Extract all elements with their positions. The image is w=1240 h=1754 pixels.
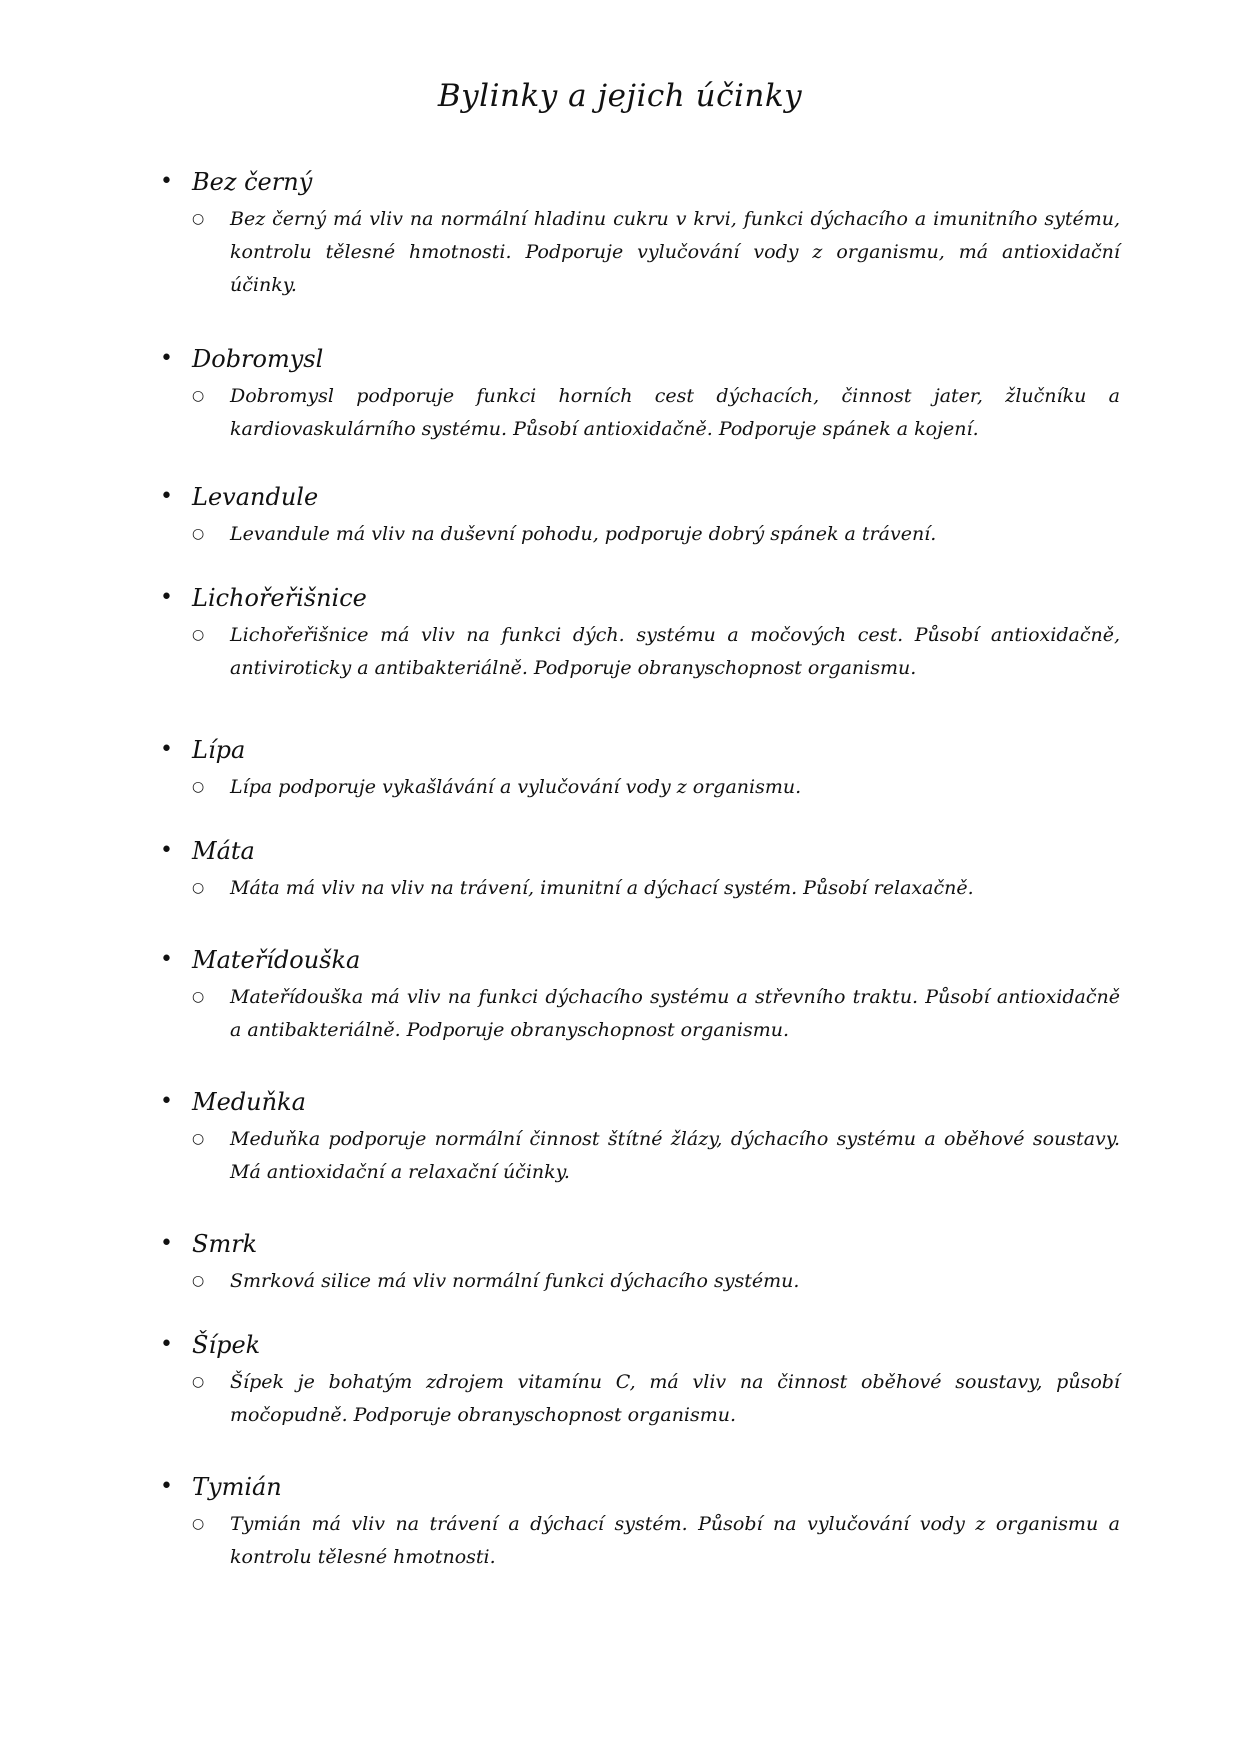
herb-item <box>0 1328 1240 1432</box>
herb-heading <box>160 581 1120 615</box>
herb-description-item <box>192 619 1120 685</box>
herb-description: Šípek je bohatým zdrojem vitamínu C, má vliv na činnost oběhové soustavy, působí močopudně. Podporuje obranyschopnost organismu. <box>230 1371 1120 1426</box>
herb-description-item <box>192 872 1120 905</box>
herb-description-item <box>192 1366 1120 1432</box>
herb-heading <box>160 1085 1120 1119</box>
bullet-icon: • <box>160 947 173 972</box>
herb-description-item <box>192 1123 1120 1189</box>
herb-description: Dobromysl podporuje funkci horních cest dýchacích, činnost jater, žlučníku a kardiovaskulárního systému. Působí antioxidačně. Podporuje spánek a kojení. <box>230 385 1120 440</box>
circle-bullet-icon: ○ <box>192 1273 205 1289</box>
herb-description-item <box>192 203 1120 302</box>
herb-description: Tymián má vliv na trávení a dýchací systém. Působí na vylučování vody z organismu a kontrolu tělesné hmotnosti. <box>230 1513 1120 1568</box>
herb-heading <box>160 943 1120 977</box>
bullet-icon: • <box>160 1231 173 1256</box>
bullet-icon: • <box>160 1089 173 1114</box>
herb-description: Lípa podporuje vykašlávání a vylučování vody z organismu. <box>230 776 802 798</box>
herb-name: Meduňka <box>192 1088 306 1116</box>
herb-item <box>0 943 1240 1047</box>
herb-item <box>0 733 1240 804</box>
herb-heading <box>160 342 1120 376</box>
herb-description-item <box>192 380 1120 446</box>
herb-heading <box>160 1470 1120 1504</box>
herb-description-item <box>192 1265 1120 1298</box>
herb-description: Bez černý má vliv na normální hladinu cukru v krvi, funkci dýchacího a imunitního sytému, kontrolu tělesné hmotnosti. Podporuje vylučování vody z organismu, má antioxidační účinky. <box>230 208 1120 296</box>
herb-name: Bez černý <box>192 168 313 196</box>
herb-name: Smrk <box>192 1230 258 1258</box>
herb-heading <box>160 733 1120 767</box>
herb-name: Tymián <box>192 1473 282 1501</box>
herb-heading <box>160 834 1120 868</box>
bullet-icon: • <box>160 737 173 762</box>
herb-name: Mateřídouška <box>192 946 361 974</box>
herb-item <box>0 1085 1240 1189</box>
bullet-icon: • <box>160 1332 173 1357</box>
herb-name: Lichořeřišnice <box>192 584 367 612</box>
herb-description-item <box>192 518 1120 551</box>
herb-item <box>0 480 1240 551</box>
circle-bullet-icon: ○ <box>192 1131 205 1147</box>
document-title: Bylinky a jejich účinky <box>437 78 803 114</box>
herb-heading <box>160 480 1120 514</box>
circle-bullet-icon: ○ <box>192 989 205 1005</box>
herb-heading <box>160 1227 1120 1261</box>
circle-bullet-icon: ○ <box>192 880 205 896</box>
herb-item <box>0 1227 1240 1298</box>
herb-description-item <box>192 771 1120 804</box>
herb-description: Mateřídouška má vliv na funkci dýchacího systému a střevního traktu. Působí antioxidačně a antibakteriálně. Podporuje obranyschopnost organismu. <box>230 986 1120 1041</box>
herb-heading <box>160 1328 1120 1362</box>
bullet-icon: • <box>160 169 173 194</box>
herb-description: Levandule má vliv na duševní pohodu, podporuje dobrý spánek a trávení. <box>230 523 937 545</box>
circle-bullet-icon: ○ <box>192 211 205 227</box>
herb-description: Máta má vliv na vliv na trávení, imunitní a dýchací systém. Působí relaxačně. <box>230 877 974 899</box>
herb-item <box>0 834 1240 905</box>
circle-bullet-icon: ○ <box>192 526 205 542</box>
herb-item <box>0 1470 1240 1574</box>
herb-item <box>0 342 1240 446</box>
herb-description-item <box>192 1508 1120 1574</box>
circle-bullet-icon: ○ <box>192 1374 205 1390</box>
circle-bullet-icon: ○ <box>192 779 205 795</box>
herb-name: Máta <box>192 837 255 865</box>
circle-bullet-icon: ○ <box>192 1516 205 1532</box>
bullet-icon: • <box>160 585 173 610</box>
herb-description-item <box>192 981 1120 1047</box>
herb-description: Smrková silice má vliv normální funkci dýchacího systému. <box>230 1270 800 1292</box>
herb-item <box>0 165 1240 302</box>
herb-heading <box>160 165 1120 199</box>
bullet-icon: • <box>160 346 173 371</box>
circle-bullet-icon: ○ <box>192 388 205 404</box>
herb-item <box>0 581 1240 685</box>
herb-name: Levandule <box>192 483 319 511</box>
herb-list <box>0 165 1240 1574</box>
herb-description: Meduňka podporuje normální činnost štítné žlázy, dýchacího systému a oběhové soustavy. Má antioxidační a relaxační účinky. <box>230 1128 1120 1183</box>
herb-description: Lichořeřišnice má vliv na funkci dých. systému a močových cest. Působí antioxidačně, antiviroticky a antibakteriálně. Podporuje obranyschopnost organismu. <box>230 624 1120 679</box>
herb-name: Lípa <box>192 736 246 764</box>
bullet-icon: • <box>160 838 173 863</box>
circle-bullet-icon: ○ <box>192 627 205 643</box>
herb-name: Šípek <box>192 1331 261 1359</box>
herb-name: Dobromysl <box>192 345 324 373</box>
bullet-icon: • <box>160 484 173 509</box>
bullet-icon: • <box>160 1474 173 1499</box>
